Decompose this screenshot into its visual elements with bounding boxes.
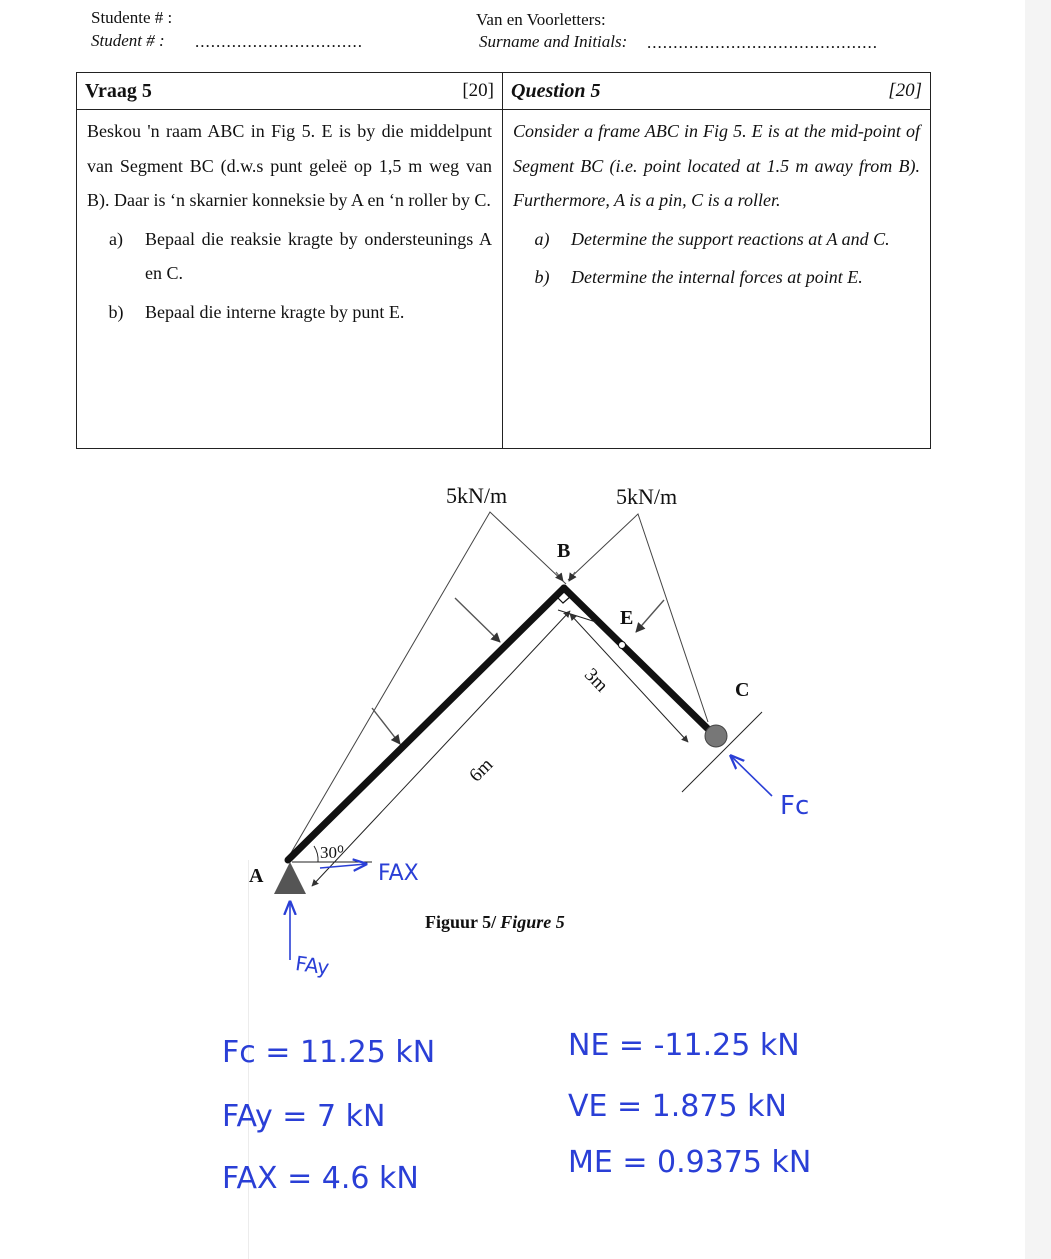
point-e: [619, 642, 626, 649]
load-arrow: [569, 572, 575, 581]
part-a-label-en: a): [534, 228, 550, 249]
studente-label: Studente # :: [91, 8, 173, 27]
question-intro-en: Consider a frame ABC in Fig 5. E is at the mid-point of Segment BC (i.e. point located at 1.5 m away from B). Furthermore, A is a pin, C is a roller.: [513, 121, 920, 210]
load-arrow: [556, 572, 563, 581]
answer-ve: VE = 1.875 kN: [568, 1089, 787, 1124]
question-marks-en: [20]: [888, 80, 922, 101]
part-b-label-en: b): [534, 267, 550, 287]
figure-caption: [425, 912, 565, 932]
dimension-label-ab: 6m: [465, 754, 498, 787]
caption-en: Figure 5: [500, 912, 565, 932]
part-a-text-en: Determine the support reactions at A and C.: [571, 228, 890, 249]
dimension-line-ab: [312, 611, 570, 886]
answer-ne: NE = -11.25 kN: [568, 1028, 800, 1063]
pin-support-a: [274, 862, 306, 894]
load-label-right: 5kN/m: [616, 484, 678, 509]
load-arrow: [455, 598, 500, 642]
load-arrow: [636, 600, 664, 632]
answer-fax: FAX = 4.6 kN: [222, 1161, 419, 1196]
part-b-text-af: Bepaal die interne kragte by punt E.: [145, 301, 405, 322]
distributed-load-right: [568, 514, 708, 722]
question-marks-af: [20]: [462, 80, 494, 101]
angle-arc: [314, 846, 318, 862]
roller-support-c: [705, 725, 727, 747]
part-b-label-af: b): [108, 301, 124, 322]
naam-label: Van en Voorletters:: [476, 10, 606, 29]
member-ab: [288, 588, 564, 860]
answers-left: [222, 1035, 435, 1196]
question-intro-af: Beskou 'n raam ABC in Fig 5. E is by die middelpunt van Segment BC (d.w.s punt geleë op 1,5 m weg van B). Daar is ‘n skarnier konneksie by A en ‘n roller by C.: [87, 121, 492, 210]
dimension-label-bc: 3m: [580, 664, 613, 697]
load-arrow: [372, 708, 400, 744]
surname-field[interactable]: ............................................: [647, 33, 878, 52]
angle-label: 30⁰: [320, 843, 344, 862]
answer-fc: Fc = 11.25 kN: [222, 1035, 436, 1070]
distributed-load-left: [288, 512, 566, 858]
load-label-left: 5kN/m: [446, 483, 508, 508]
fc-label: Fc: [780, 791, 810, 821]
part-b-text-en: Determine the internal forces at point E.: [571, 267, 863, 287]
surname-label: Surname and Initials:: [479, 32, 628, 51]
roller-surface: [682, 712, 762, 792]
fax-arrow: [320, 864, 366, 868]
answer-fay: FAy = 7 kN: [222, 1099, 386, 1134]
label-b: B: [557, 540, 571, 562]
part-a-text-af: Bepaal die reaksie kragte by ondersteunings A en C.: [145, 228, 492, 283]
label-c: C: [735, 679, 750, 701]
student-label: Student # :: [91, 31, 165, 50]
question-title-af: Vraag 5: [85, 80, 152, 102]
caption-af: Figuur 5/: [425, 912, 497, 932]
fay-label: FAy: [293, 951, 331, 980]
fax-label: FAX: [378, 861, 419, 886]
label-e: E: [620, 607, 634, 629]
label-a: A: [249, 865, 264, 887]
answers-right: [568, 1028, 811, 1180]
question-title-en: Question 5: [511, 80, 601, 102]
fc-arrow: [731, 756, 772, 796]
answer-me: ME = 0.9375 kN: [568, 1145, 812, 1180]
part-a-label-af: a): [109, 228, 123, 249]
student-number-field[interactable]: ................................: [195, 32, 363, 51]
